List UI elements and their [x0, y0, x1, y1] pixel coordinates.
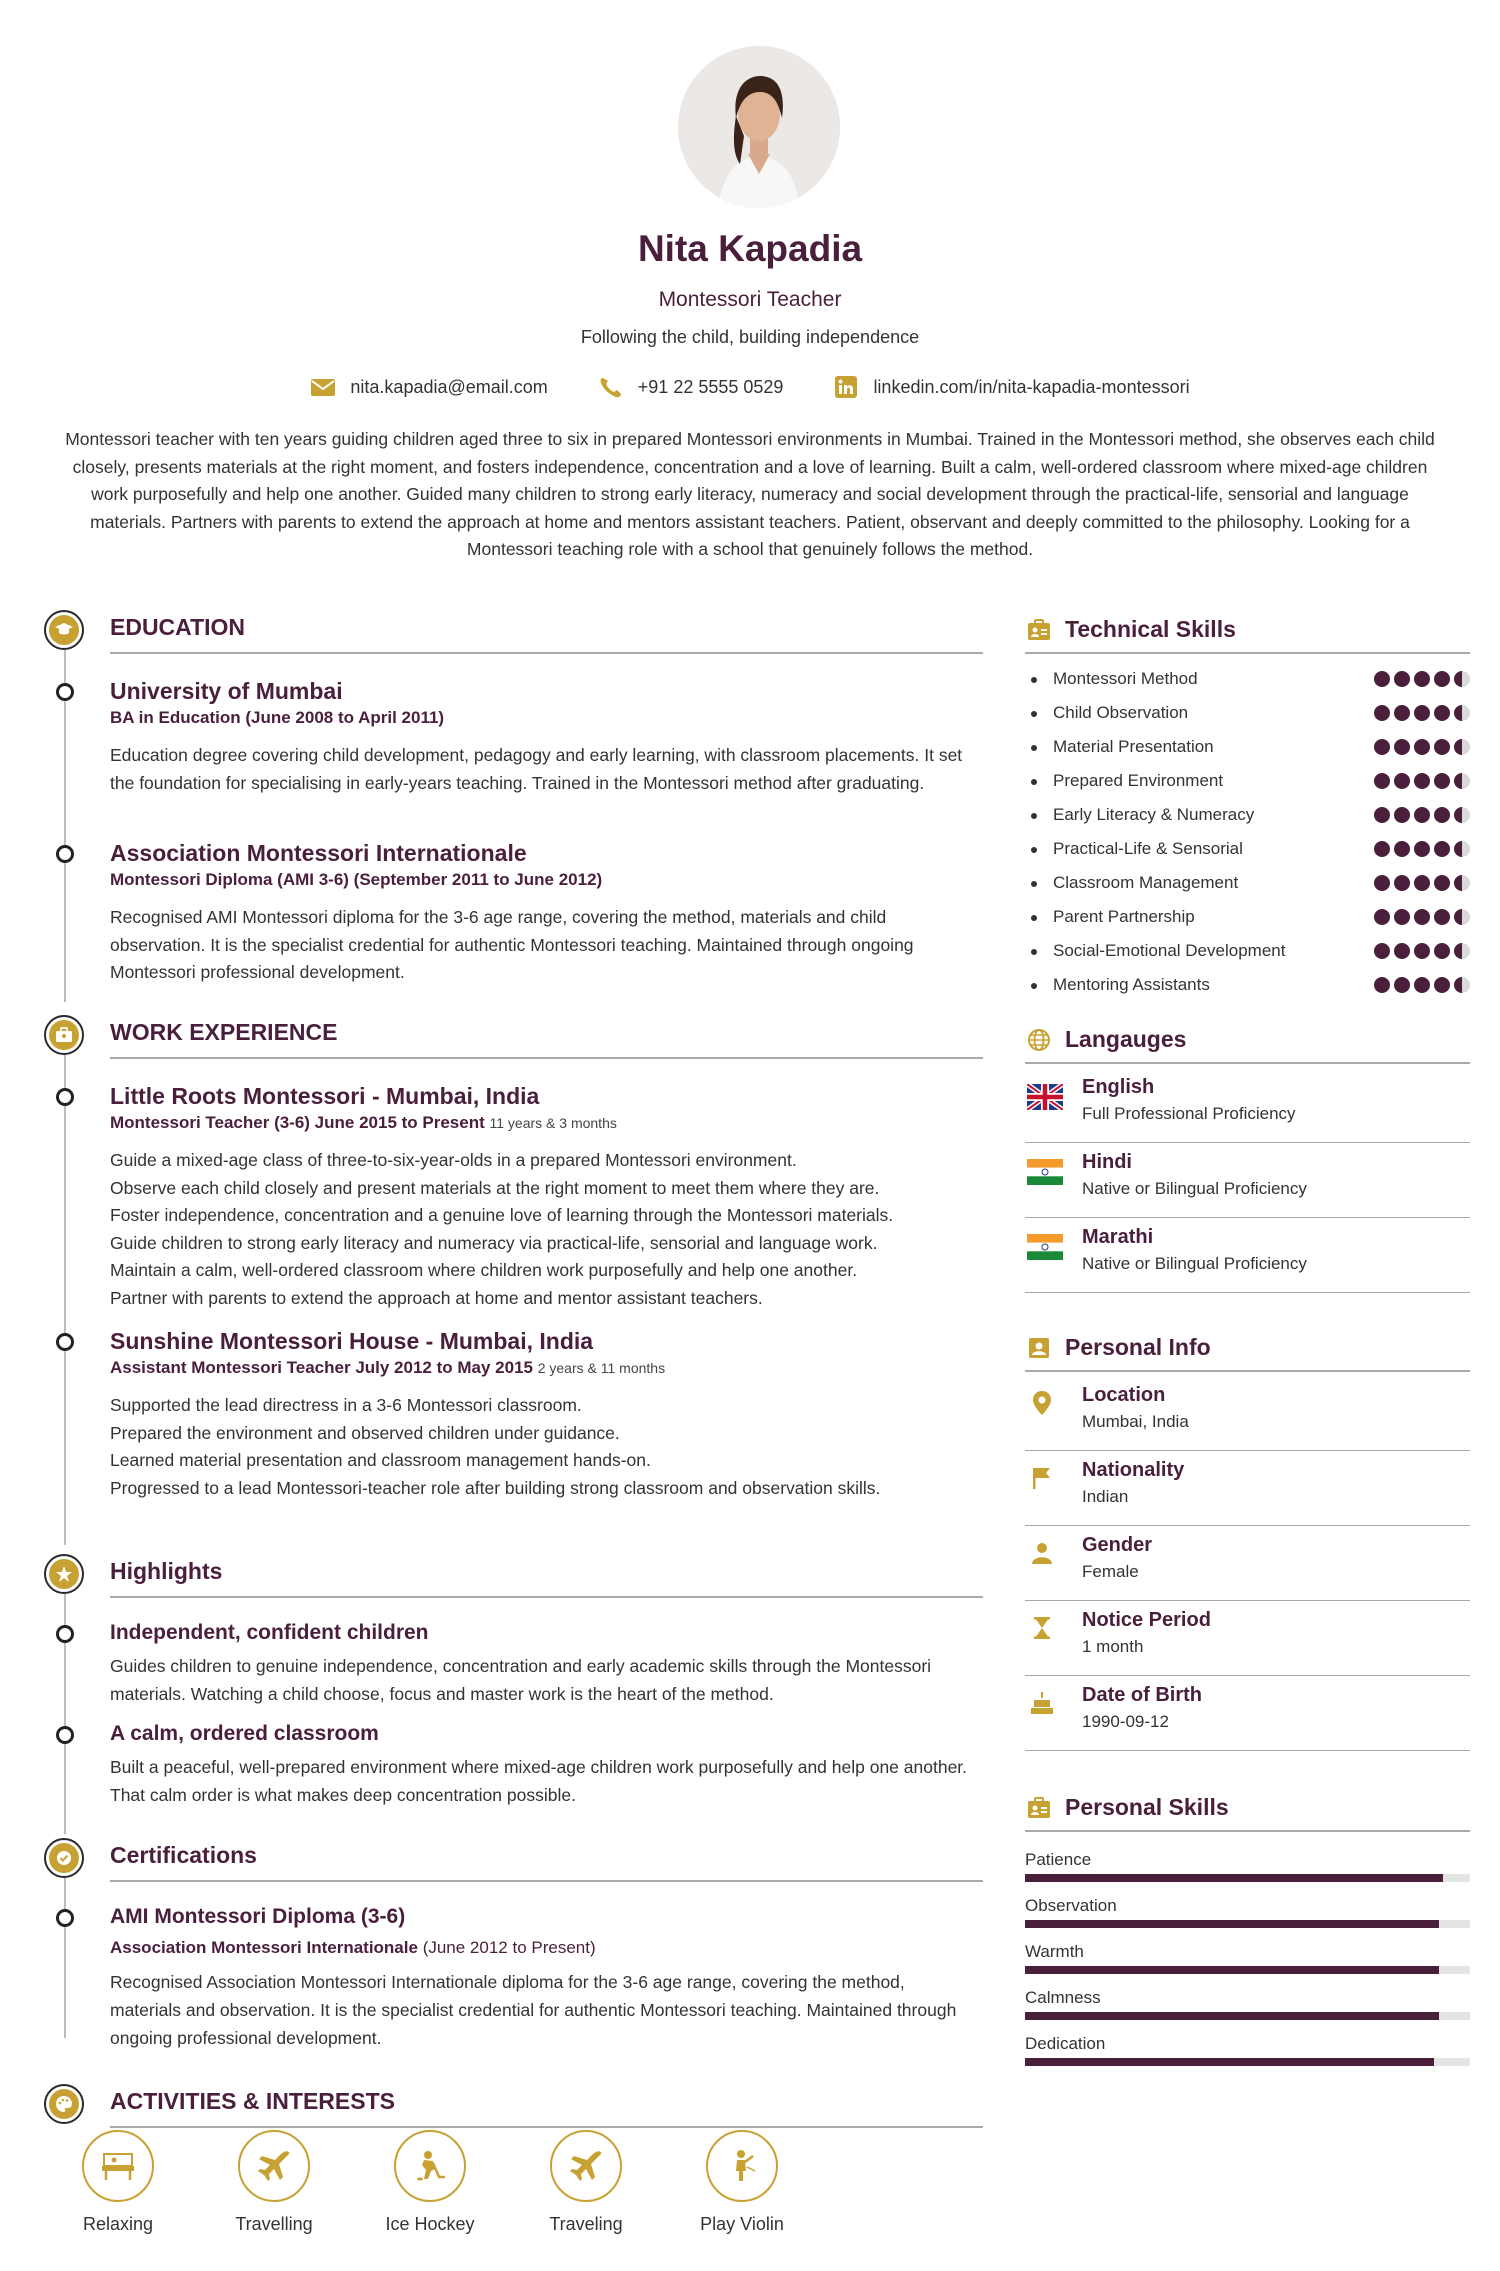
timeline-dot — [56, 683, 74, 701]
certification-entry — [110, 1902, 980, 2052]
briefcase-icon — [44, 1015, 84, 1055]
technical-skill-item — [1025, 698, 1470, 732]
bullet — [1031, 983, 1037, 989]
language-name: Hindi — [1082, 1151, 1132, 1173]
timeline-dot — [56, 1625, 74, 1643]
timeline-dot — [56, 1088, 74, 1106]
skill-name: Parent Partnership — [1053, 907, 1195, 926]
skill-name: Child Observation — [1053, 703, 1189, 722]
flag-icon — [1029, 1465, 1055, 1491]
rating-dot — [1374, 875, 1390, 891]
certification-title: AMI Montessori Diploma (3-6) — [110, 1905, 406, 1928]
work-bullet: Guide a mixed-age class of three-to-six-year-olds in a prepared Montessori environment. — [110, 1150, 797, 1170]
rating-dot — [1414, 943, 1430, 959]
school-name: Association Montessori Internationale — [110, 840, 527, 866]
rating-dot — [1374, 943, 1390, 959]
work-bullet: Maintain a calm, well-ordered classroom where children work purposefully and help one another. — [110, 1260, 858, 1280]
airplane-icon — [238, 2130, 310, 2202]
skill-bar-fill — [1025, 1920, 1439, 1928]
section-title: Personal Info — [1065, 1334, 1211, 1360]
rating-dot — [1394, 807, 1410, 823]
work-bullets — [110, 1392, 980, 1502]
education-header — [38, 610, 983, 652]
divider — [1025, 652, 1470, 654]
rating-dot — [1454, 773, 1470, 789]
work-bullet: Foster independence, concentration and a genuine love of learning through the Montessori materials. — [110, 1205, 894, 1225]
degree: Montessori Diploma (AMI 3-6) (September 2011 to June 2012) — [110, 870, 603, 889]
skill-bar-fill — [1025, 2058, 1434, 2066]
info-label: Date of Birth — [1082, 1684, 1202, 1706]
bullet — [1031, 677, 1037, 683]
skill-rating — [1374, 977, 1470, 993]
skill-name: Social-Emotional Development — [1053, 941, 1286, 960]
divider — [110, 1596, 983, 1598]
work-entry — [110, 1081, 980, 1312]
activity-label: Travelling — [235, 2214, 313, 2234]
position-line — [110, 1111, 980, 1135]
divider — [1025, 1370, 1470, 1372]
highlight-description: Built a peaceful, well-prepared environment where mixed-age children work purposefully and help one another. That calm order is what makes deep concentration possible. — [110, 1757, 968, 1805]
india-flag-icon — [1027, 1234, 1063, 1260]
skill-name: Prepared Environment — [1053, 771, 1224, 790]
language-level: Native or Bilingual Proficiency — [1082, 1254, 1307, 1273]
technical-skill-item — [1025, 766, 1470, 800]
section-title: Personal Skills — [1065, 1794, 1229, 1820]
skill-name: Early Literacy & Numeracy — [1053, 805, 1255, 824]
info-label: Nationality — [1082, 1459, 1185, 1481]
personal-info-item — [1025, 1526, 1470, 1601]
skill-rating — [1374, 773, 1470, 789]
bullet — [1031, 881, 1037, 887]
skill-bar-track — [1025, 2012, 1470, 2020]
highlight-entry — [110, 1719, 980, 1809]
skill-name: Material Presentation — [1053, 737, 1214, 756]
activity-label: Relaxing — [82, 2214, 154, 2234]
bullet — [1031, 949, 1037, 955]
skill-bar-fill — [1025, 1874, 1443, 1882]
bullet — [1031, 847, 1037, 853]
skill-bar-fill — [1025, 2012, 1439, 2020]
info-value: Female — [1082, 1562, 1139, 1581]
personal-info-header — [1025, 1328, 1470, 1368]
airplane-icon — [550, 2130, 622, 2202]
rating-dot — [1374, 773, 1390, 789]
technical-skill-item — [1025, 732, 1470, 766]
technical-skill-item — [1025, 902, 1470, 936]
contact-bar — [0, 376, 1500, 398]
palette-icon — [44, 2084, 84, 2124]
divider — [1025, 1292, 1470, 1294]
timeline-line — [64, 650, 66, 1002]
skill-bar-track — [1025, 1874, 1470, 1882]
rating-dot — [1454, 977, 1470, 993]
language-item — [1025, 1218, 1470, 1293]
divider — [110, 2126, 983, 2128]
languages-header — [1025, 1020, 1470, 1060]
rating-dot — [1374, 739, 1390, 755]
rating-dot — [1414, 875, 1430, 891]
technical-skill-item — [1025, 868, 1470, 902]
rating-dot — [1434, 977, 1450, 993]
highlights-header — [38, 1554, 983, 1596]
education-entry — [110, 838, 980, 987]
bullet — [1031, 779, 1037, 785]
rating-dot — [1454, 875, 1470, 891]
email-text[interactable]: nita.kapadia@email.com — [350, 376, 548, 397]
linkedin-contact[interactable] — [833, 376, 1189, 398]
rating-dot — [1394, 943, 1410, 959]
rating-dot — [1434, 739, 1450, 755]
rating-dot — [1434, 807, 1450, 823]
activity-label: Ice Hockey — [385, 2214, 475, 2234]
activity-item — [352, 2130, 508, 2235]
violin-icon — [706, 2130, 778, 2202]
activity-item — [664, 2130, 820, 2235]
skill-name: Calmness — [1025, 1988, 1101, 2007]
company-name: Little Roots Montessori - Mumbai, India — [110, 1083, 540, 1109]
work-bullet: Partner with parents to extend the approach at home and mentor assistant teachers. — [110, 1287, 763, 1308]
work-bullet: Learned material presentation and classroom management hands-on. — [110, 1450, 651, 1470]
section-title: Highlights — [110, 1558, 223, 1584]
personal-info-item — [1025, 1451, 1470, 1526]
skill-rating — [1374, 909, 1470, 925]
rating-dot — [1434, 909, 1450, 925]
timeline-dot — [56, 1909, 74, 1927]
rating-dot — [1454, 909, 1470, 925]
info-label: Gender — [1082, 1534, 1153, 1556]
work-entry — [110, 1326, 980, 1502]
hourglass-icon — [1029, 1615, 1055, 1641]
highlight-entry — [110, 1618, 980, 1708]
person-icon — [1029, 1540, 1055, 1566]
activity-label: Traveling — [549, 2214, 623, 2234]
personal-skill-item — [1025, 1942, 1470, 1988]
certification-issuer-line — [110, 1936, 980, 1960]
avatar — [678, 46, 840, 208]
skill-name: Dedication — [1025, 2034, 1106, 2053]
rating-dot — [1394, 841, 1410, 857]
timeline-line — [64, 1878, 66, 2038]
certification-description: Recognised Association Montessori Internationale diploma for the 3-6 age range, covering the method, materials and observation. It is the specialist credential for authentic Montessori teaching. Maintained through ongoing professional development. — [110, 1972, 957, 2048]
section-title: Certifications — [110, 1842, 257, 1868]
skill-bar-track — [1025, 1920, 1470, 1928]
section-title: Langauges — [1065, 1026, 1187, 1052]
divider — [110, 652, 983, 654]
rating-dot — [1454, 943, 1470, 959]
position: Montessori Teacher (3-6) June 2015 to Present — [110, 1113, 485, 1132]
skill-bar-track — [1025, 1966, 1470, 1974]
rating-dot — [1434, 773, 1450, 789]
phone-contact[interactable] — [598, 376, 784, 398]
language-level: Native or Bilingual Proficiency — [1082, 1179, 1307, 1198]
rating-dot — [1394, 671, 1410, 687]
rating-dot — [1454, 739, 1470, 755]
id-badge-icon — [1027, 1796, 1051, 1820]
skill-name: Montessori Method — [1053, 669, 1198, 688]
timeline-dot — [56, 1333, 74, 1351]
bullet — [1031, 915, 1037, 921]
skill-rating — [1374, 705, 1470, 721]
skill-name: Classroom Management — [1053, 873, 1239, 892]
language-level: Full Professional Proficiency — [1082, 1104, 1296, 1123]
email-icon — [310, 376, 336, 398]
bullet — [1031, 745, 1037, 751]
position-line — [110, 1356, 980, 1380]
rating-dot — [1414, 705, 1430, 721]
company-name: Sunshine Montessori House - Mumbai, India — [110, 1328, 594, 1354]
education-entry — [110, 676, 980, 797]
work-bullet: Guide children to strong early literacy and numeracy via practical-life, sensorial and language work. — [110, 1232, 878, 1253]
personal-skill-item — [1025, 2034, 1470, 2080]
highlight-title: A calm, ordered classroom — [110, 1722, 379, 1745]
rating-dot — [1394, 909, 1410, 925]
skill-rating — [1374, 671, 1470, 687]
personal-info-item — [1025, 1376, 1470, 1451]
skill-rating — [1374, 807, 1470, 823]
personal-skill-item — [1025, 1988, 1470, 2034]
rating-dot — [1374, 671, 1390, 687]
rating-dot — [1374, 807, 1390, 823]
language-item — [1025, 1068, 1470, 1143]
tagline: Following the child, building independence — [580, 327, 920, 347]
skill-rating — [1374, 943, 1470, 959]
contact-card-icon — [1027, 1336, 1051, 1360]
technical-skill-item — [1025, 800, 1470, 834]
highlight-title: Independent, confident children — [110, 1621, 429, 1644]
highlight-description: Guides children to genuine independence, concentration and early academic skills through the Montessori materials. Watching a child choose, focus and master work is the heart of the method. — [110, 1656, 932, 1704]
divider — [1025, 1062, 1470, 1064]
email-contact[interactable] — [310, 376, 547, 398]
activity-item — [40, 2130, 196, 2235]
rating-dot — [1414, 773, 1430, 789]
job-title: Montessori Teacher — [658, 288, 842, 311]
skill-rating — [1374, 875, 1470, 891]
profile-summary: Montessori teacher with ten years guiding children aged three to six in prepared Montessori environments in Mumbai. Trained in the Montessori method, she observes each child closely, presents materials at the right moment, and fosters independence, concentration and a love of learning. Built a calm, well-ordered classroom where mixed-age children work purposefully and help one another. Guided many children to strong early literacy, numeracy and social development through the practical-life, sensorial and language materials. Partners with parents to extend the approach at home and mentors assistant teachers. Patient, observant and deeply committed to the philosophy. Looking for a Montessori teaching role with a school that genuinely follows the method. — [65, 429, 1435, 559]
rating-dot — [1394, 705, 1410, 721]
rating-dot — [1454, 705, 1470, 721]
degree: BA in Education (June 2008 to April 2011) — [110, 708, 445, 727]
rating-dot — [1414, 909, 1430, 925]
language-name: English — [1082, 1076, 1155, 1098]
rating-dot — [1414, 841, 1430, 857]
rating-dot — [1454, 807, 1470, 823]
technical-skill-item — [1025, 936, 1470, 970]
rating-dot — [1434, 841, 1450, 857]
linkedin-text[interactable]: linkedin.com/in/nita-kapadia-montessori — [873, 376, 1190, 397]
certificate-badge-icon — [44, 1838, 84, 1878]
position: Assistant Montessori Teacher July 2012 to May 2015 — [110, 1358, 533, 1377]
bullet — [1031, 813, 1037, 819]
location-pin-icon — [1029, 1390, 1055, 1416]
divider — [110, 1880, 983, 1882]
skill-bar-fill — [1025, 1966, 1439, 1974]
rating-dot — [1434, 943, 1450, 959]
info-value: Indian — [1082, 1487, 1129, 1506]
divider — [1025, 1830, 1470, 1832]
star-badge-icon — [44, 1554, 84, 1594]
divider — [110, 1057, 983, 1059]
activity-item — [196, 2130, 352, 2235]
rating-dot — [1374, 977, 1390, 993]
divider — [1025, 1750, 1470, 1752]
skill-name: Patience — [1025, 1850, 1092, 1869]
work-bullets — [110, 1147, 980, 1312]
info-label: Notice Period — [1082, 1609, 1211, 1631]
rating-dot — [1434, 671, 1450, 687]
activities-list — [40, 2130, 820, 2235]
rating-dot — [1434, 875, 1450, 891]
school-name: University of Mumbai — [110, 678, 343, 704]
timeline-dot — [56, 1726, 74, 1744]
personal-skill-item — [1025, 1896, 1470, 1942]
rating-dot — [1374, 841, 1390, 857]
duration: 2 years & 11 months — [537, 1360, 666, 1376]
bullet — [1031, 711, 1037, 717]
uk-flag-icon — [1027, 1084, 1063, 1110]
rating-dot — [1414, 739, 1430, 755]
info-label: Location — [1082, 1384, 1166, 1406]
phone-icon — [598, 376, 624, 398]
graduation-cap-icon — [44, 610, 84, 650]
globe-icon — [1027, 1028, 1051, 1052]
activity-item — [508, 2130, 664, 2235]
rating-dot — [1414, 671, 1430, 687]
work-bullet: Observe each child closely and present materials at the right moment to meet them where they are. — [110, 1177, 880, 1198]
work-bullet: Supported the lead directress in a 3-6 Montessori classroom. — [110, 1395, 582, 1415]
id-badge-icon — [1027, 618, 1051, 642]
skill-name: Practical-Life & Sensorial — [1053, 839, 1243, 858]
rating-dot — [1434, 705, 1450, 721]
personal-info-item — [1025, 1676, 1470, 1751]
india-flag-icon — [1027, 1159, 1063, 1185]
info-value: Mumbai, India — [1082, 1412, 1189, 1431]
skill-bar-track — [1025, 2058, 1470, 2066]
technical-skills-header — [1025, 610, 1470, 650]
rating-dot — [1414, 807, 1430, 823]
rating-dot — [1394, 977, 1410, 993]
rating-dot — [1414, 977, 1430, 993]
timeline-dot — [56, 845, 74, 863]
certifications-header — [38, 1838, 983, 1880]
rating-dot — [1454, 671, 1470, 687]
certification-dates: (June 2012 to Present) — [422, 1938, 596, 1957]
section-title: WORK EXPERIENCE — [110, 1019, 338, 1045]
education-description: Education degree covering child development, pedagogy and early learning, with classroom placements. It set the foundation for specialising in early-years teaching. Trained in the Montessori method after graduating. — [110, 745, 963, 793]
technical-skill-item — [1025, 834, 1470, 868]
duration: 11 years & 3 months — [489, 1115, 617, 1131]
relaxing-icon — [82, 2130, 154, 2202]
ice-hockey-icon — [394, 2130, 466, 2202]
cake-icon — [1029, 1690, 1055, 1716]
info-value: 1990-09-12 — [1082, 1712, 1169, 1731]
skill-name: Warmth — [1025, 1942, 1084, 1961]
info-value: 1 month — [1082, 1637, 1144, 1656]
rating-dot — [1394, 773, 1410, 789]
work-bullet: Prepared the environment and observed children under guidance. — [110, 1422, 620, 1443]
rating-dot — [1374, 909, 1390, 925]
timeline-line — [64, 1055, 66, 1545]
skill-rating — [1374, 841, 1470, 857]
section-title: EDUCATION — [110, 614, 246, 640]
education-description: Recognised AMI Montessori diploma for the 3-6 age range, covering the method, materials and child observation. It is the specialist credential for authentic Montessori teaching. Maintained through ongoing Montessori professional development. — [110, 907, 914, 982]
section-title: ACTIVITIES & INTERESTS — [110, 2088, 395, 2114]
technical-skill-item — [1025, 664, 1470, 698]
skill-name: Observation — [1025, 1896, 1117, 1915]
personal-info-item — [1025, 1601, 1470, 1676]
section-title: Technical Skills — [1065, 616, 1236, 642]
personal-skill-item — [1025, 1850, 1470, 1896]
candidate-name: Nita Kapadia — [637, 228, 863, 269]
language-item — [1025, 1143, 1470, 1218]
activity-label: Play Violin — [700, 2214, 784, 2234]
work-header — [38, 1015, 983, 1057]
rating-dot — [1394, 875, 1410, 891]
activities-header — [38, 2084, 983, 2126]
work-bullet: Progressed to a lead Montessori-teacher role after building strong classroom and observation skills. — [110, 1477, 881, 1498]
rating-dot — [1454, 841, 1470, 857]
skill-rating — [1374, 739, 1470, 755]
personal-skills-header — [1025, 1788, 1470, 1828]
linkedin-icon — [833, 376, 859, 398]
rating-dot — [1394, 739, 1410, 755]
language-name: Marathi — [1082, 1226, 1154, 1248]
phone-text[interactable]: +91 22 5555 0529 — [637, 376, 784, 397]
technical-skill-item — [1025, 970, 1470, 1004]
certification-issuer: Association Montessori Internationale — [110, 1938, 418, 1957]
skill-name: Mentoring Assistants — [1053, 975, 1210, 994]
rating-dot — [1374, 705, 1390, 721]
